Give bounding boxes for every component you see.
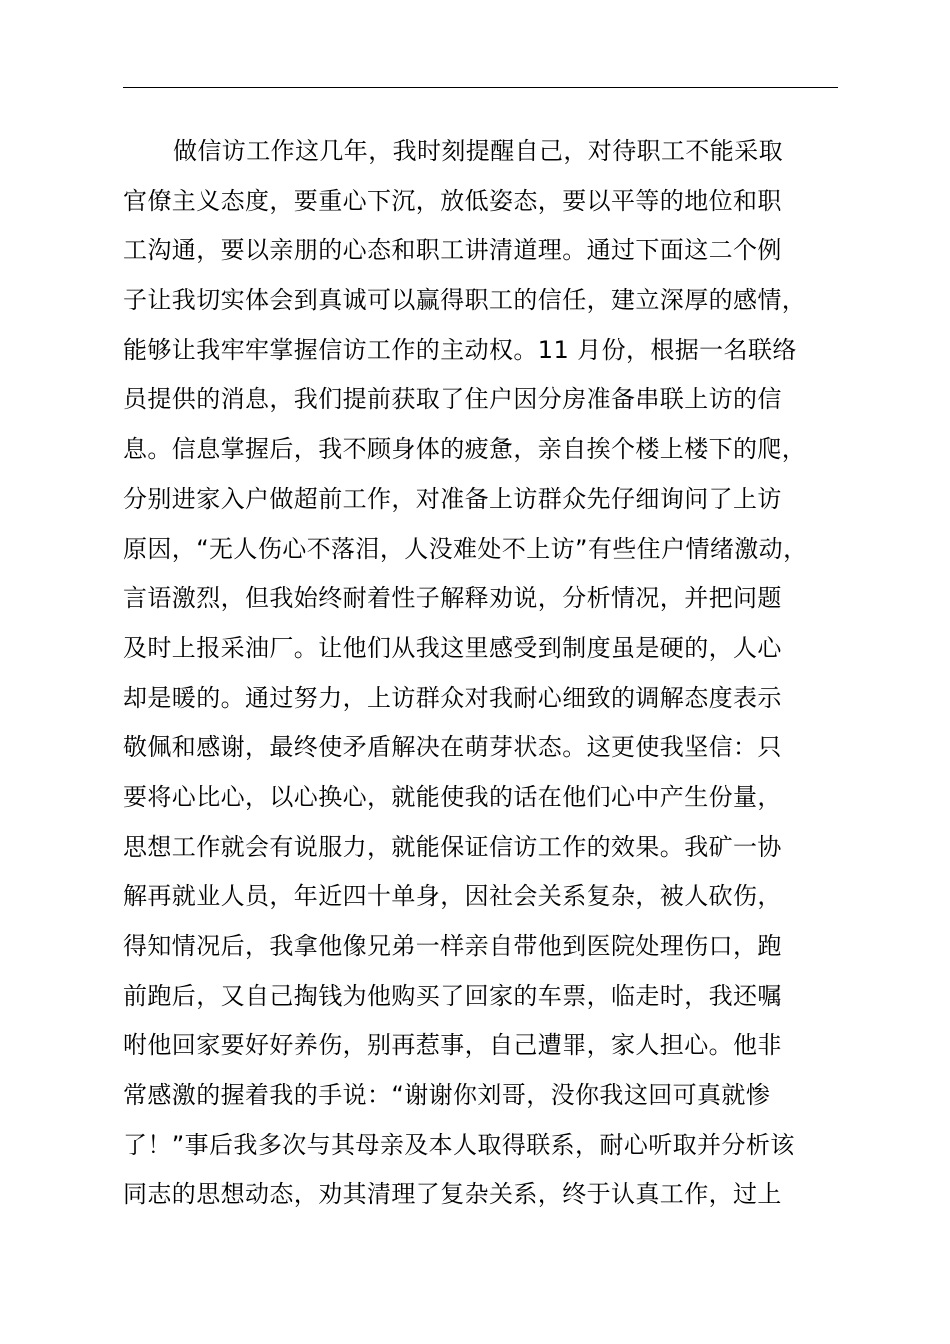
text-line: 得知情况后，我拿他像兄弟一样亲自带他到医院处理伤口，跑 xyxy=(123,932,782,960)
text-line: 咐他回家要好好养伤，别再惹事，自己遭罪，家人担心。他非 xyxy=(123,1031,782,1060)
text-line: 子让我切实体会到真诚可以赢得职工的信任，建立深厚的感情， xyxy=(123,286,807,315)
body-paragraph xyxy=(123,127,853,1220)
text-line: 能够让我牢牢掌握信访工作的主动权。11 月份，根据一名联络 xyxy=(123,335,797,364)
text-line: 分别进家入户做超前工作，对准备上访群众先仔细询问了上访 xyxy=(123,484,782,513)
text-line: 原因，“无人伤心不落泪，人没难处不上访”有些住户情绪激动， xyxy=(123,534,808,563)
text-line: 了！”事后我多次与其母亲及本人取得联系，耐心听取并分析该 xyxy=(123,1130,795,1159)
text-line: 言语激烈，但我始终耐着性子解释劝说，分析情况，并把问题 xyxy=(123,584,782,613)
text-line: 官僚主义态度，要重心下沉，放低姿态，要以平等的地位和职 xyxy=(123,186,782,215)
text-line: 前跑后，又自己掏钱为他购买了回家的车票，临走时，我还嘱 xyxy=(123,981,782,1010)
text-line: 做信访工作这几年，我时刻提醒自己，对待职工不能采取 xyxy=(173,137,783,165)
text-line: 及时上报采油厂。让他们从我这里感受到制度虽是硬的，人心 xyxy=(123,633,782,662)
text-line: 常感激的握着我的手说：“谢谢你刘哥，没你我这回可真就惨 xyxy=(123,1081,771,1110)
text-line: 解再就业人员，年近四十单身，因社会关系复杂，被人砍伤， xyxy=(123,882,782,911)
text-line: 息。信息掌握后，我不顾身体的疲惫，亲自挨个楼上楼下的爬， xyxy=(123,435,807,464)
text-line: 员提供的消息，我们提前获取了住户因分房准备串联上访的信 xyxy=(123,385,782,414)
text-line: 却是暖的。通过努力，上访群众对我耐心细致的调解态度表示 xyxy=(123,683,782,712)
text-line: 工沟通，要以亲朋的心态和职工讲清道理。通过下面这二个例 xyxy=(123,236,782,265)
text-line: 思想工作就会有说服力，就能保证信访工作的效果。我矿一协 xyxy=(123,832,782,861)
text-line: 要将心比心，以心换心，就能使我的话在他们心中产生份量， xyxy=(123,782,782,811)
text-line: 同志的思想动态，劝其清理了复杂关系，终于认真工作，过上 xyxy=(123,1180,782,1209)
header-rule xyxy=(123,87,838,88)
text-line: 敬佩和感谢，最终使矛盾解决在萌芽状态。这更使我坚信：只 xyxy=(123,733,782,762)
